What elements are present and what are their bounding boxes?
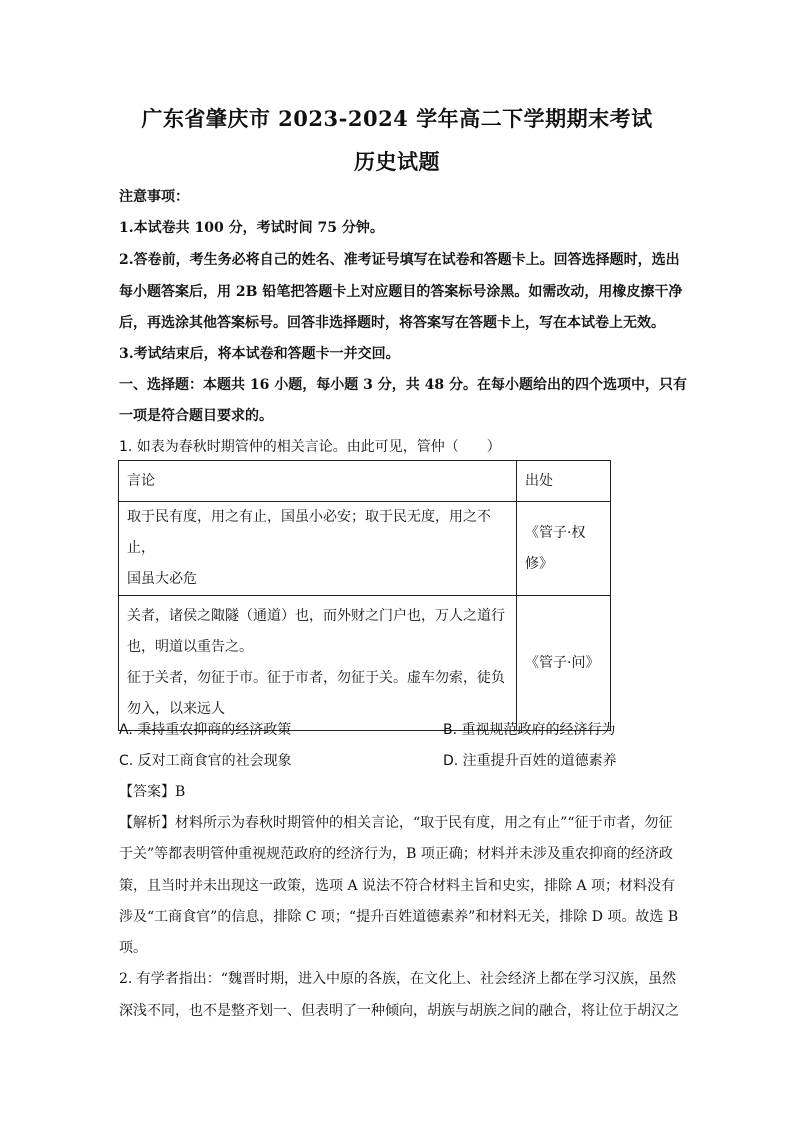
notes-item-1: 1.本试卷共 100 分，考试时间 75 分钟。 [119,220,384,236]
table-row-2-quote-line-1: 关者，诸侯之陬隧（通道）也，而外财之门户也，万人之道行 [127,608,505,624]
table-row [119,502,611,596]
question-1-analysis-line-1: 【解析】材料所示为春秋时期管仲的相关言论，“取于民有度，用之有止”“征于市者，勿征 [119,815,673,831]
notes-item-3: 3.考试结束后，将本试卷和答题卡一并交回。 [119,346,400,362]
table-row-1-quote [119,502,517,596]
question-1-analysis-line-3: 策，且当时并未出现这一政策，选项 A 说法不符合材料主旨和史实，排除 A 项；材料没有 [119,878,676,894]
notes-item-2-line-2: 每小题答案后，用 2B 铅笔把答题卡上对应题目的答案标号涂黑。如需改动，用橡皮擦干净 [119,284,683,300]
question-1-analysis-line-2: 于关”等都表明管仲重视规范政府的经济行为，B 项正确；材料并未涉及重农抑商的经济政 [119,846,673,862]
question-1-analysis-line-4: 涉及“工商食官”的信息，排除 C 项；“提升百姓道德素养”和材料无关，排除 D 项。故选 B [119,909,679,925]
table-header-source: 出处 [517,461,611,502]
question-1-option-b: B. 重视规范政府的经济行为 [443,722,616,738]
notes-heading: 注意事项： [119,189,189,205]
table-row-2-quote-line-4: 勿入，以来远人 [127,701,225,717]
table-row-1-quote-line-1: 取于民有度，用之有止，国虽小必安；取于民无度，用之不止， [127,509,491,556]
question-1-option-c: C. 反对工商食官的社会现象 [119,753,292,769]
table-row-1-quote-line-2: 国虽大必危 [127,571,197,587]
table-row-2-quote [119,596,517,731]
table-header-quote: 言论 [119,461,517,502]
question-1-option-d: D. 注重提升百姓的道德素养 [443,753,617,769]
table-row-2-quote-line-3: 征于关者，勿征于市。征于市者，勿征于关。虚车勿索，徒负 [127,670,505,686]
table-header-row [119,461,611,502]
exam-title: 广东省肇庆市 2023-2024 学年高二下学期期末考试 [141,106,653,131]
table-row [119,596,611,731]
table-row-1-source: 《管子·权修》 [517,502,611,596]
section-heading-line-2: 一项是符合题目要求的。 [119,408,273,424]
exam-subject-title: 历史试题 [354,149,440,174]
table-row-2-source: 《管子·问》 [517,596,611,731]
question-1-table [118,460,611,731]
table-row-2-quote-line-2: 也，明道以重告之。 [127,639,253,655]
section-heading-line-1: 一、选择题：本题共 16 小题，每小题 3 分，共 48 分。在每小题给出的四个选项中，只有 [119,377,687,393]
question-1-stem: 1. 如表为春秋时期管仲的相关言论。由此可见，管仲（ ） [119,439,501,455]
notes-item-2-line-3: 后，再选涂其他答案标号。回答非选择题时，将答案写在答题卡上，写在本试卷上无效。 [119,315,665,331]
question-2-line-2: 深浅不同，也不是整齐划一、但表明了一种倾向，胡族与胡族之间的融合，将让位于胡汉之 [119,1003,679,1019]
notes-item-2-line-1: 2.答卷前，考生务必将自己的姓名、准考证号填写在试卷和答题卡上。回答选择题时，选出 [119,252,680,268]
question-2-line-1: 2. 有学者指出：“魏晋时期，进入中原的各族，在文化上、社会经济上都在学习汉族，虽然 [119,971,676,987]
question-1-answer: 【答案】B [119,784,186,800]
question-1-analysis-line-5: 项。 [119,940,147,956]
question-1-option-a: A. 秉持重农抑商的经济政策 [119,722,292,738]
